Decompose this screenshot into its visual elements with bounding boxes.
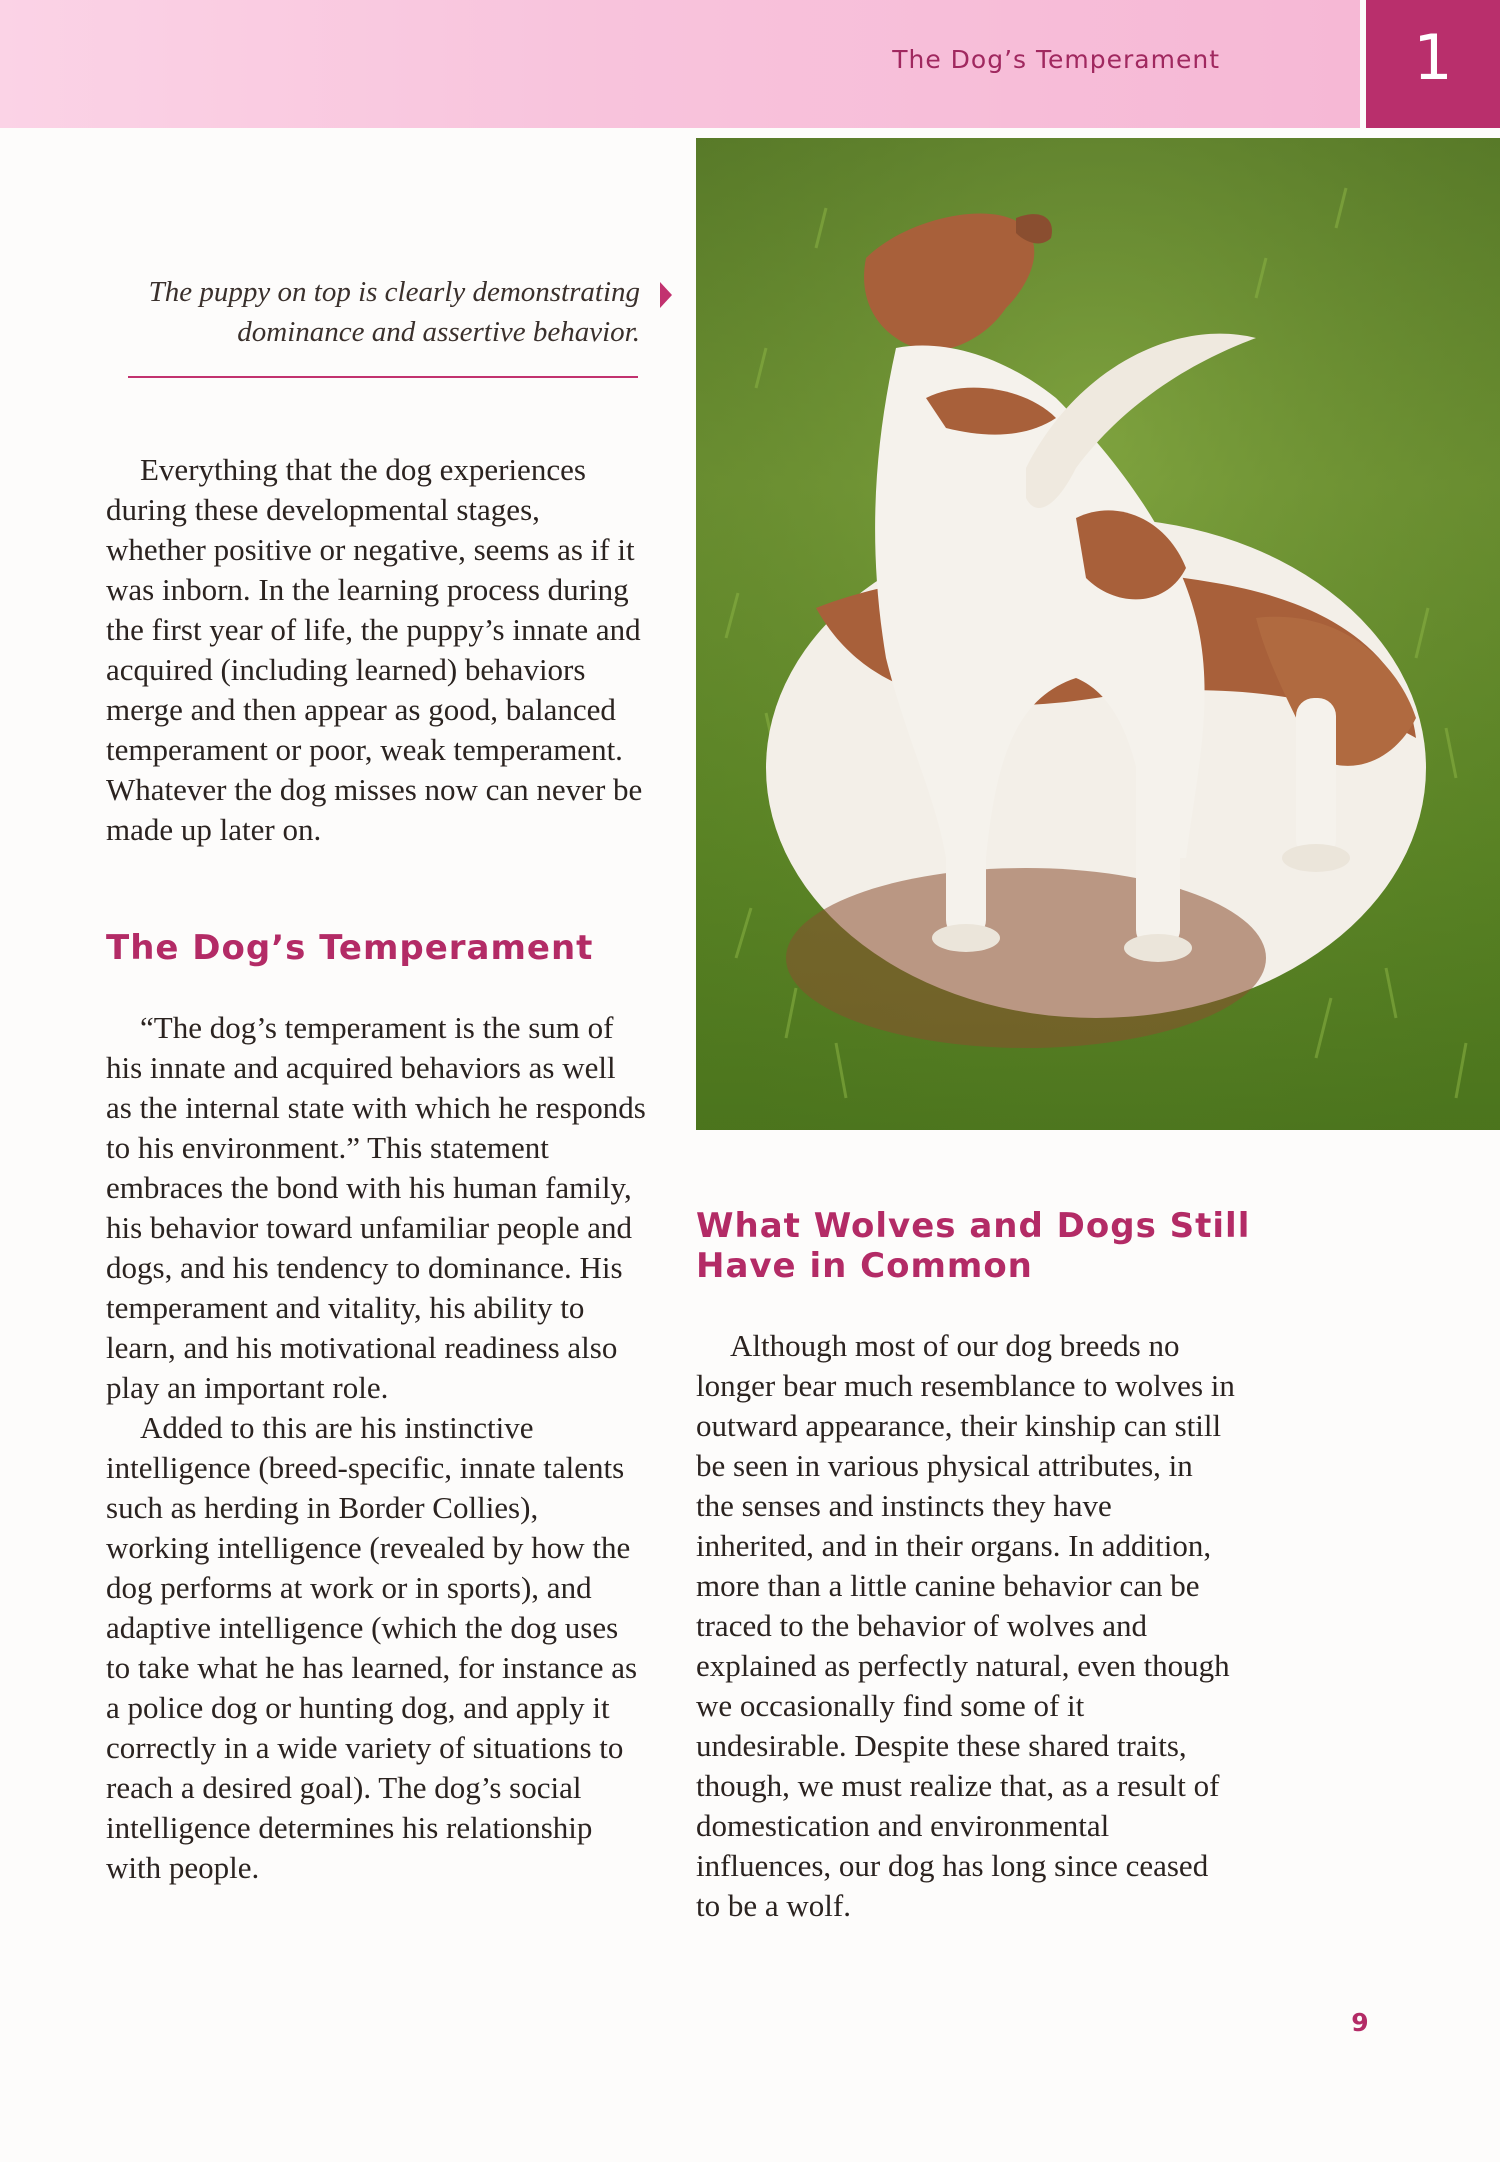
caption-divider: [128, 376, 638, 378]
intro-text: [106, 450, 646, 850]
wolves-heading-line-1: What Wolves and Dogs Still: [696, 1206, 1251, 1246]
photo-caption: [110, 272, 640, 352]
caption-pointer-icon: [660, 282, 672, 308]
temperament-paragraph-1: “The dog’s temperament is the sum of his innate and acquired behaviors as well as the internal state with which he responds to his environment.” This statement embraces the bond with his human family, his behavior toward unfamiliar people and dogs, and his tendency to dominance. His temperament and vitality, his ability to learn, and his motivational readiness also play an important role.: [106, 1010, 646, 1405]
temperament-text: [106, 1008, 646, 1888]
page-number: 9: [1351, 2008, 1369, 2037]
wolves-text: [696, 1326, 1236, 1926]
caption-line-1: The puppy on top is clearly demonstrating: [148, 276, 640, 308]
section-heading-temperament: The Dog’s Temperament: [106, 928, 594, 968]
puppy-illustration: [696, 138, 1500, 1130]
wolves-paragraph: Although most of our dog breeds no longer bear much resemblance to wolves in outward appearance, their kinship can still be seen in various physical attributes, in the senses and instincts they have inherited, and in their organs. In addition, more than a little canine behavior can be traced to the behavior of wolves and explained as perfectly natural, even though we occasionally find some of it undesirable. Despite these shared traits, though, we must realize that, as a result of domestication and environmental influences, our dog has long since ceased to be a wolf.: [696, 1328, 1235, 1923]
intro-paragraph: Everything that the dog experiences during these developmental stages, whether positive or negative, seems as if it was inborn. In the learning process during the first year of life, the puppy’s innate and acquired (including learned) behaviors merge and then appear as good, balanced temperament or poor, weak temperament. Whatever the dog misses now can never be made up later on.: [106, 452, 643, 847]
temperament-paragraph-2: Added to this are his instinctive intelligence (breed-specific, innate talents such as herding in Border Collies), working intelligence (revealed by how the dog performs at work or in sports), and adaptive intelligence (which the dog uses to take what he has learned, for instance as a police dog or hunting dog, and apply it correctly in a wide variety of situations to reach a desired goal). The dog’s social intelligence determines his relationship with people.: [106, 1410, 638, 1885]
caption-line-2: dominance and assertive behavior.: [237, 316, 640, 348]
puppies-photo: [696, 138, 1500, 1130]
running-head: The Dog’s Temperament: [892, 45, 1220, 74]
section-heading-wolves: [696, 1206, 1316, 1286]
wolves-heading-line-2: Have in Common: [696, 1246, 1033, 1286]
chapter-number-badge: 1: [1366, 0, 1500, 128]
